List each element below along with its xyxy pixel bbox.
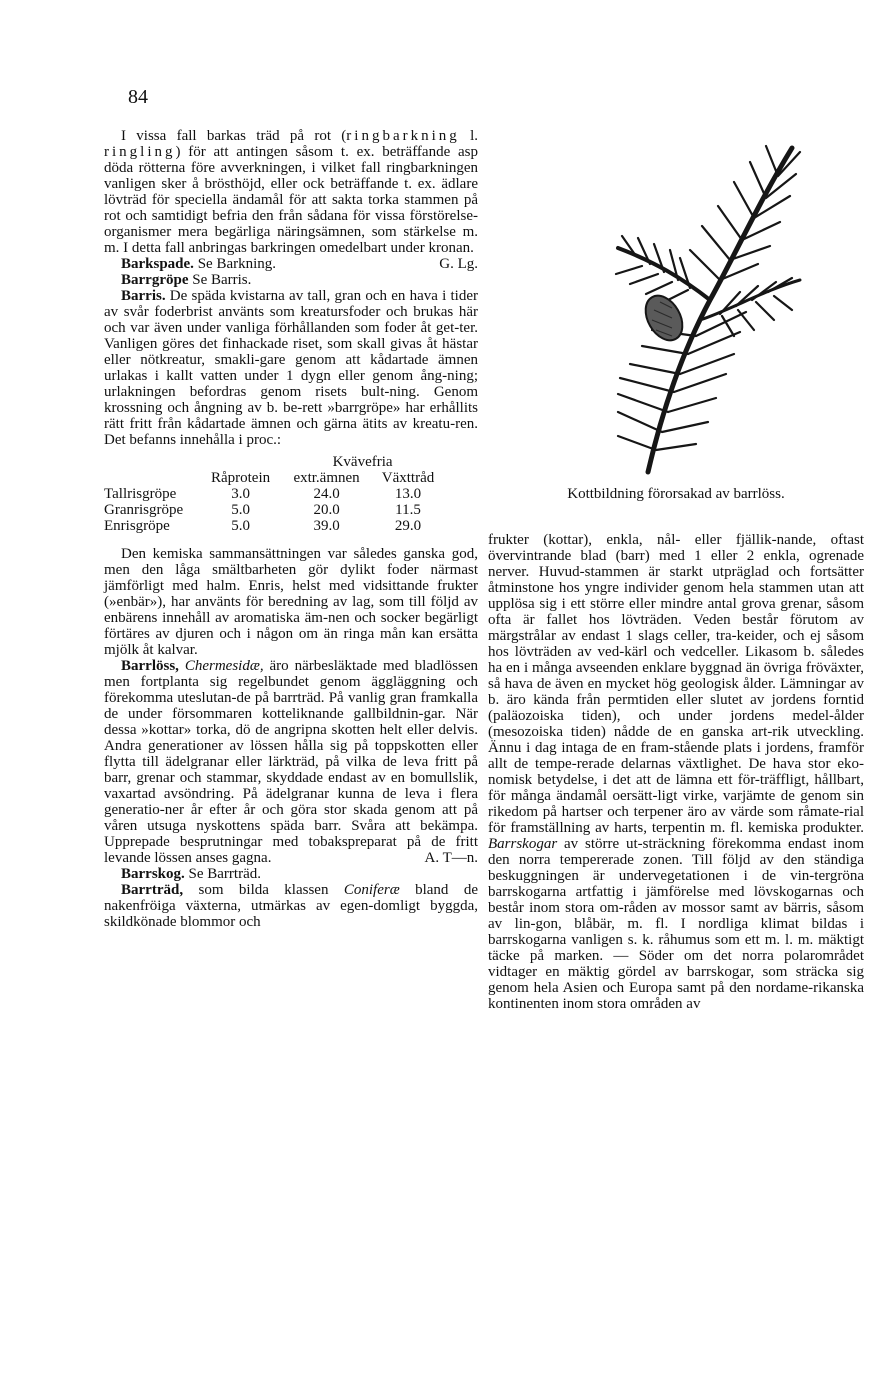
entry-term: Barrlöss, xyxy=(121,658,179,674)
table-cell: 5.0 xyxy=(231,502,250,518)
table-row xyxy=(104,502,444,518)
paragraph-kemisk: Den kemiska sammansättningen var således ganska god, men den låga smältbarheten gör dylikt foder närmast jämförligt med halm. Enris, helst med vidsittande frukter (»enbär»), har använts för beredning av lag, som till följd av enbärens innehåll av aromatiska äm-nen och socker begärligt förtäres av djuren och i någon om än ringa mån kan ersätta mjölk åt kalvar. xyxy=(104,546,478,658)
illustration-caption: Kottbildning förorsakad av barrlöss. xyxy=(567,486,785,502)
text-segment: frukter (kottar), enkla, nål- eller fjällik-nande, oftast övervintrande blad (barr) med 1 eller 2 enkla, ogrenade nerver. Huvud-stammen är starkt utpräglad och fortsätter åtminstone hos yngre individer genom hela stammen utan att upplösa sig i ett större eller mindre antal grova grenar, såsom ofta är fallet hos lövträden. Veden består förutom av märgstrålar av endast 1 slags celler, tra-keider, och ej såsom hos lövträden av ved-kärl och vedceller. Likasom b. således ha en i många avseenden enklare byggnad än övriga fröväxter, så hava de även en mycket hög geologisk ålder. Lämningar av b. äro kända från permtiden eller slutet av jordens forntid (paläozoiska tiden), och under jordens medel-ålder (mesozoiska tiden) nådde de en ganska art-rik utveckling. Ännu i dag intaga de en fram-stående plats i jordens, framför allt de tempe-rerade delarnas växtlighet. De hava stor eko-nomisk betydelse, i det att de lämna ett för-träffligt, hållbart, för många ändamål oersätt-ligt virke, varjämte de genom sin rikedom på hartser och terpener äro av värde som råmate-rial för framställning av harts, terpentin m. fl. kemiska produkter. xyxy=(488,532,864,836)
text-segment: ) för att antingen såsom t. ex. beträffande asp döda rötterna före avverkningen, i vilket fall ringbarkningen vanligen sker å brösthöjd, eller ock beträffande t. ex. ädlare lövträd för speciella ändamål för att sakta torka stammen på rot och samtidigt befria den från sådana för vissa förstörelse-organismer mera begärliga näringsämnen, som stärkelse m. m. I detta fall anbringas barkringen omedelbart under kronan. xyxy=(104,144,478,256)
table-header: Råprotein xyxy=(210,470,271,486)
conifer-branch-illustration xyxy=(560,140,820,480)
table-cell: 29.0 xyxy=(394,518,422,534)
latin-name: Chermesidæ, xyxy=(178,658,264,674)
text-segment: I vissa fall barkas träd på rot ( xyxy=(121,128,347,144)
entry-term: Barrskog. xyxy=(121,866,185,882)
entry-barrskog xyxy=(104,866,478,882)
term-barrskogar: Barrskogar xyxy=(488,836,558,852)
entry-text: Se Barkning. xyxy=(193,256,277,272)
table-cell: 3.0 xyxy=(231,486,250,502)
entry-text: som bilda klassen xyxy=(183,882,329,898)
entry-barrtrad xyxy=(104,882,478,930)
table-row xyxy=(104,518,444,534)
signature-atn: A. T—n. xyxy=(424,850,478,866)
table-header-top: Kvävefria xyxy=(332,454,393,470)
table-cell: 20.0 xyxy=(313,502,340,518)
entry-text: Se Barris. xyxy=(188,272,252,288)
row-label: Enrisgröpe xyxy=(104,518,170,534)
table-cell: 11.5 xyxy=(395,502,421,518)
entry-term: Barrgröpe xyxy=(121,272,189,288)
nutrient-table xyxy=(104,454,478,534)
text-segment: av större ut-sträckning förekomma endast inom den norra tempererade zonen. Till följd av den ständiga beskuggningen är undervegetationen i de vin-tergröna barrskogarna artfattig i jämförelse med lövskogarnas och består inom stora om-råden av mossor samt av bärris, såsom av lin-gon, blåbär, m. fl. I nordliga klimat bildas i barrskogarna vanligen s. k. råhumus som ett m. l. m. mäktigt täcke på marken. — Söder om det norra polarområdet vidtager en mäktig gördel av barrskogar, som sträcka sig genom hela Asien och Europa samt på den nordame-rikanska kontinenten inom stora områden av xyxy=(488,836,864,1012)
table-cell: 5.0 xyxy=(231,518,250,534)
entry-term: Barris. xyxy=(121,288,166,304)
entry-barrloss xyxy=(104,658,478,866)
entry-text: äro närbesläktade med bladlössen men fortplanta sig regelbundet genom äggläggning och förekomma uteslutan-de på barrträd. På vanlig gran framkalla de under försommaren kotteliknande gallbildnin-gar. När dessa »kottar» torka, dö de angripna skotten helt eller delvis. Andra generationer av lössen hålla sig på toppskotten eller flytta till ädelgranar eller lärkträd, på vilka de leva fritt på barr, grenar och stammar, skyddade endast av en bomullslik, vaxartad avsöndring. På ädelgranar kunna de leva i flera generatio-ner år efter år och göra stor skada genom att på våren utsuga nyskottens späda barr. Svåra att bekämpa. Upprepade besprutningar med tobakspreparat på de fritt levande lössen anses gagna. xyxy=(104,658,479,866)
row-label: Granrisgröpe xyxy=(104,502,184,518)
table-header: Växttråd xyxy=(381,470,435,486)
left-column xyxy=(104,128,478,930)
table-cell: 24.0 xyxy=(313,486,340,502)
table-cell: 13.0 xyxy=(394,486,422,502)
entry-barrgrope xyxy=(104,272,478,288)
text-segment: l. xyxy=(459,128,478,144)
entry-text: bland de nakenfröiga växterna, utmärkas av egen-domligt byggda, skildkönade blommor och xyxy=(104,882,478,930)
latin-name: Coniferæ xyxy=(328,882,400,898)
table-header: extr.ämnen xyxy=(293,470,360,486)
entry-text: Se Barrträd. xyxy=(184,866,261,882)
paragraph-barrtrad-continued xyxy=(488,532,864,1012)
page-number: 84 xyxy=(128,86,148,108)
table-row xyxy=(104,486,444,502)
entry-term: Barrträd, xyxy=(121,882,184,898)
entry-term: Barkspade. xyxy=(121,256,194,272)
row-label: Tallrisgröpe xyxy=(104,486,177,502)
term-ringbarkning: ringbarkning xyxy=(346,128,460,144)
entry-barris xyxy=(104,288,478,448)
right-column xyxy=(488,532,864,1012)
entry-text: De späda kvistarna av tall, gran och en hava i tider av svår foderbrist använts som kreatursfoder och brukas här och var även under vanliga förhållanden som foder åt get-ter. Vanligen göres det finhackade riset, som skall givas åt hästar eller nötkreatur, smakli-gare genom att kådartade ämnen urlakas i kallt vatten under 1 dygn eller genom ång-ning; urlakningen befordras genom risets bult-ning. Genom krossning och ångning av b. be-rett »barrgröpe» har erhållits rätt fritt från kådartade ämnen och gärna ätits av kreatu-ren. Det befanns innehålla i proc.: xyxy=(104,288,478,448)
term-ringling: ringling xyxy=(104,144,176,160)
signature-glg: G. Lg. xyxy=(439,256,478,272)
table-cell: 39.0 xyxy=(313,518,340,534)
